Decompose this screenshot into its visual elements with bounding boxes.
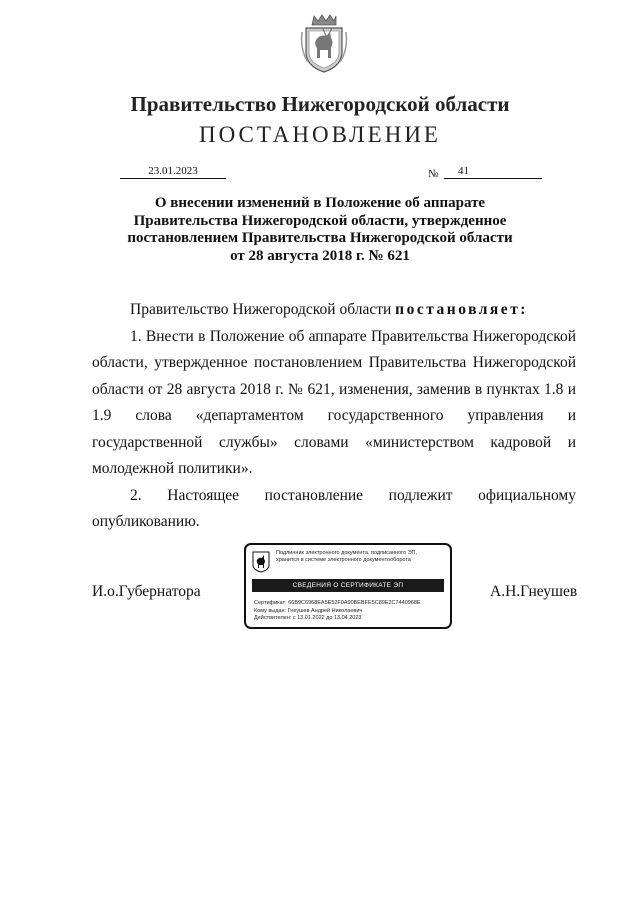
stamp-bar: СВЕДЕНИЯ О СЕРТИФИКАТЕ ЭП — [252, 579, 444, 592]
stamp-header-line: Подлинник электронного документа, подписанного ЭП, — [276, 550, 418, 556]
certificate-validity: Действителен: с 13.01.2022 до 13.04.2023 — [254, 615, 362, 621]
preamble-text: Правительство Нижегородской области — [130, 301, 392, 318]
certificate-id: Сертификат: 66B9C6968EA5E52F0A90BEBFE5C89E2C7440968E — [254, 600, 421, 606]
title-line: от 28 августа 2018 г. № 621 — [230, 247, 410, 264]
stamp-header-line: хранится в системе электронного документооборота — [276, 557, 411, 563]
document-title — [100, 195, 540, 265]
certificate-owner: Кому выдан: Гнеушев Андрей Николаевич — [254, 607, 363, 614]
title-line: постановлением Правительства Нижегородской области — [127, 230, 513, 246]
document-number: 41 — [444, 164, 542, 179]
signatory-position: И.о.Губернатора — [92, 583, 201, 600]
item-1: 1. Внести в Положение об аппарате Правительства Нижегородской области, утвержденное постановлением Правительства Нижегородской области от 28 августа 2018 г. № 621, изменения, заменив в пунктах 1.8 и 1.9 слова «департаментом государственного управления и государственной службы» словами «министерством кадровой и молодежной политики». — [92, 327, 576, 477]
organization-name: Правительство Нижегородской области — [130, 92, 510, 116]
number-label: № — [428, 168, 439, 180]
e-signature-stamp — [244, 543, 452, 629]
document-date: 23.01.2023 — [120, 164, 226, 179]
stamp-header — [276, 550, 448, 564]
title-line: О внесении изменений в Положение об аппарате — [154, 195, 486, 211]
stamp-details — [254, 600, 446, 623]
document-body — [92, 297, 576, 536]
coat-of-arms-icon — [300, 12, 348, 74]
title-line: Правительства Нижегородской области, утвержденное — [133, 212, 507, 229]
signatory-name: А.Н.Гнеушев — [490, 583, 578, 600]
preamble — [92, 297, 576, 324]
item-2: 2. Настоящее постановление подлежит официальному опубликованию. — [92, 486, 576, 530]
preamble-emphasis: постановляет: — [395, 301, 528, 318]
deer-emblem-icon — [252, 551, 270, 573]
document-kind: ПОСТАНОВЛЕНИЕ — [199, 122, 441, 147]
